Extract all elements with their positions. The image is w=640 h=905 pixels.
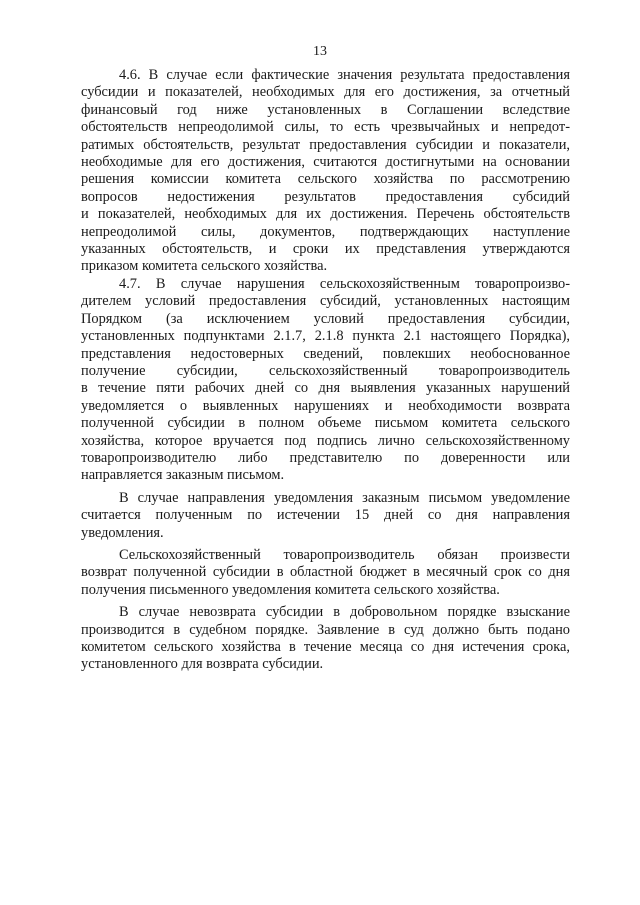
text-line: направляется заказным письмом.	[81, 467, 285, 484]
text-line: финансовый год ниже установленных в Соглашении вследствие	[81, 101, 570, 118]
text-line: Порядком (за исключением условий предоставления субсидии,	[81, 310, 570, 327]
text-line: дителем условий предоставления субсидий, установленных настоящим	[81, 293, 570, 310]
text-line: комитетом сельского хозяйства в течение месяца со дня истечения срока,	[81, 639, 570, 655]
text-line: уведомления.	[81, 524, 164, 541]
page-number: 13	[313, 44, 327, 59]
text-line: вопросов недостижения результатов предоставления субсидий	[81, 188, 570, 205]
text-line: 4.7. В случае нарушения сельскохозяйственным товаропроизво-	[119, 275, 570, 292]
text-line: обстоятельств непреодолимой силы, то есть чрезвычайных и непредот-	[81, 119, 570, 136]
document-body	[81, 67, 570, 674]
text-line: и показателей, необходимых для их достижения. Перечень обстоятельств	[81, 206, 570, 223]
text-line: получение субсидии, сельскохозяйственный товаропроизводитель	[81, 362, 570, 379]
paragraph-court-recovery	[81, 604, 570, 674]
text-line: решения комиссии комитета сельского хозяйства по рассмотрению	[81, 171, 570, 188]
text-line: установленного для возврата субсидии.	[81, 656, 324, 673]
paragraph-return-obligation	[81, 547, 570, 599]
text-line: хозяйства, которое вручается под подпись лично сельскохозяйственному	[81, 432, 570, 449]
text-line: производится в судебном порядке. Заявление в суд должно быть подано	[81, 621, 570, 638]
text-line: необходимые для его достижения, считаются достигнутыми на основании	[81, 154, 570, 171]
text-line: указанных обстоятельств, и сроки их представления утверждаются	[81, 241, 570, 258]
paragraph-registered-letter	[81, 490, 570, 542]
text-line: В случае направления уведомления заказным письмом уведомление	[119, 489, 570, 506]
text-line: ратимых обстоятельств, результат предоставления субсидии и показатели,	[81, 136, 570, 153]
text-line: 4.6. В случае если фактические значения результата предоставления	[119, 67, 570, 83]
text-line: Сельскохозяйственный товаропроизводитель обязан произвести	[119, 546, 570, 563]
text-line: полученной субсидии в полном объеме письмом комитета сельского	[81, 415, 570, 432]
text-line: непреодолимой силы, документов, подтверждающих наступление	[81, 223, 570, 240]
text-line: товаропроизводителю либо представителю по доверенности или	[81, 449, 570, 466]
text-line: представления недостоверных сведений, повлекших необоснованное	[81, 345, 570, 362]
text-line: В случае невозврата субсидии в добровольном порядке взыскание	[119, 604, 570, 621]
text-line: считается полученным по истечении 15 дней со дня направления	[81, 507, 570, 524]
text-line: установленных подпунктами 2.1.7, 2.1.8 пункта 2.1 настоящего Порядка),	[81, 328, 570, 345]
text-line: в течение пяти рабочих дней со дня выявления указанных нарушений	[81, 380, 570, 397]
paragraph-4-7	[81, 276, 570, 485]
text-line: получения письменного уведомления комитета сельского хозяйства.	[81, 581, 500, 598]
text-line: уведомляется о выявленных нарушениях и необходимости возврата	[81, 397, 570, 414]
text-line: возврат полученной субсидии в областной бюджет в месячный срок со дня	[81, 564, 570, 581]
text-line: субсидии и показателей, необходимых для его достижения, за отчетный	[81, 84, 570, 101]
paragraph-4-6	[81, 67, 570, 276]
text-line: приказом комитета сельского хозяйства.	[81, 258, 328, 275]
